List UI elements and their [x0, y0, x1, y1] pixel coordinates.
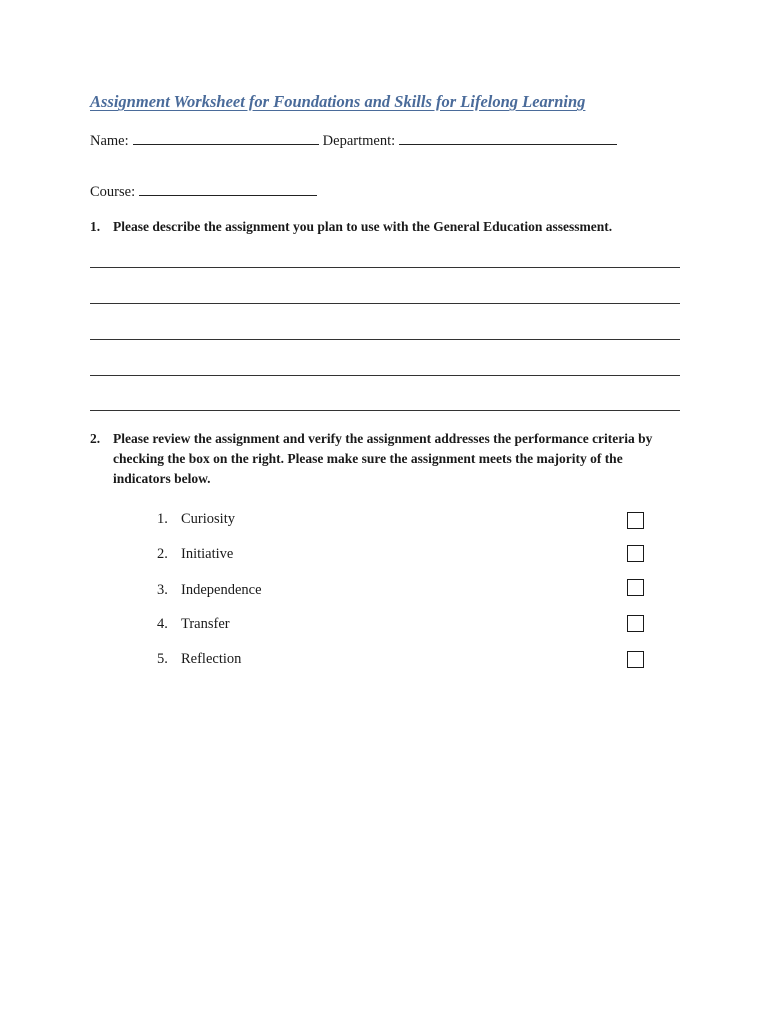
course-row [90, 181, 321, 201]
worksheet-title: Assignment Worksheet for Foundations and Skills for Lifelong Learning [90, 92, 586, 111]
answer-line[interactable] [90, 303, 680, 304]
indicator-label: Independence [181, 582, 262, 598]
indicator-number: 1. [157, 511, 168, 527]
indicator-label: Initiative [181, 546, 234, 562]
indicator-number: 4. [157, 616, 168, 632]
answer-line[interactable] [90, 375, 680, 376]
question-1-text: Please describe the assignment you plan to use with the General Education assessment. [113, 219, 613, 234]
checkbox-independence[interactable] [627, 579, 644, 596]
indicator-number: 2. [157, 546, 168, 562]
course-field[interactable] [139, 181, 317, 196]
indicator-label: Transfer [181, 616, 230, 632]
checkbox-curiosity[interactable] [627, 512, 644, 529]
answer-line[interactable] [90, 410, 680, 411]
department-field[interactable] [399, 130, 617, 145]
question-1 [90, 217, 690, 239]
department-label: Department: [322, 133, 396, 149]
question-2-text: Please review the assignment and verify the assignment addresses the performance criteria by checking the box on the right. Please make sure the assignment meets the majority of the indicators below. [113, 431, 653, 486]
name-department-row [90, 130, 621, 150]
question-1-number: 1. [90, 219, 101, 234]
checkbox-reflection[interactable] [627, 651, 644, 668]
indicator-transfer [157, 616, 230, 633]
answer-line[interactable] [90, 267, 680, 268]
checkbox-initiative[interactable] [627, 545, 644, 562]
question-2-number: 2. [90, 431, 101, 446]
indicator-initiative [157, 546, 233, 563]
indicator-number: 5. [157, 651, 168, 667]
question-2 [90, 429, 690, 491]
answer-line[interactable] [90, 339, 680, 340]
name-field[interactable] [133, 130, 319, 145]
checkbox-transfer[interactable] [627, 615, 644, 632]
indicator-curiosity [157, 511, 235, 528]
indicator-independence [157, 582, 262, 599]
name-label: Name: [90, 133, 129, 149]
course-label: Course: [90, 184, 136, 200]
indicator-label: Curiosity [181, 511, 235, 527]
indicator-reflection [157, 651, 241, 668]
indicator-number: 3. [157, 582, 168, 598]
indicator-label: Reflection [181, 651, 242, 667]
